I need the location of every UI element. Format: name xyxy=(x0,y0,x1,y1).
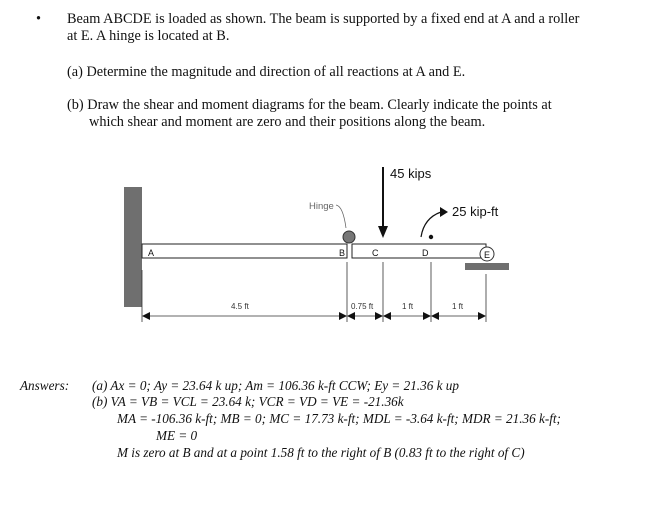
point-label-a: A xyxy=(148,248,155,258)
answer-zero-moment: M is zero at B and at a point 1.58 ft to the right of B (0.83 ft to the right of C) xyxy=(117,445,525,460)
moment-point-dot xyxy=(429,235,433,239)
problem-line-2: at E. A hinge is located at B. xyxy=(67,28,230,44)
hinge-pointer xyxy=(336,205,346,228)
beam-segment-ab xyxy=(142,244,347,258)
part-b-line-2: which shear and moment are zero and their positions along the beam. xyxy=(89,114,486,130)
load-45-arrowhead xyxy=(378,226,388,238)
point-label-e: E xyxy=(484,250,491,260)
dim-label-0-75-ft: 0.75 ft xyxy=(351,302,374,311)
fixed-support-wall xyxy=(124,187,142,307)
roller-ground xyxy=(465,263,509,270)
label-25-kip-ft: 25 kip-ft xyxy=(452,204,499,219)
label-45-kips: 45 kips xyxy=(390,166,432,181)
part-a-text: (a) Determine the magnitude and direction of all reactions at A and E. xyxy=(67,64,466,80)
hinge-pin xyxy=(343,231,355,243)
answer-part-a: (a) Ax = 0; Ay = 23.64 k up; Am = 106.36 k-ft CCW; Ey = 21.36 k up xyxy=(92,378,459,393)
point-label-b: B xyxy=(339,248,346,258)
answers-label: Answers: xyxy=(20,378,70,393)
part-b-line-1: (b) Draw the shear and moment diagrams for the beam. Clearly indicate the points at xyxy=(67,97,552,113)
dim-label-4-5-ft: 4.5 ft xyxy=(231,302,249,311)
dim-label-1-ft-de: 1 ft xyxy=(452,302,464,311)
moment-arrowhead xyxy=(440,207,448,217)
problem-line-1: Beam ABCDE is loaded as shown. The beam is supported by a fixed end at A and a roller xyxy=(67,11,580,27)
answer-part-b: (b) VA = VB = VCL = 23.64 k; VCR = VD = VE = -21.36k xyxy=(92,394,404,409)
moment-arc xyxy=(421,212,441,237)
dim-label-1-ft-cd: 1 ft xyxy=(402,302,414,311)
bullet: • xyxy=(36,11,42,27)
answer-moments-2: ME = 0 xyxy=(156,428,198,443)
label-hinge: Hinge xyxy=(309,201,334,212)
answer-moments-1: MA = -106.36 k-ft; MB = 0; MC = 17.73 k-ft; MDL = -3.64 k-ft; MDR = 21.36 k-ft; xyxy=(117,411,561,426)
point-label-c: C xyxy=(372,248,379,258)
point-label-d: D xyxy=(422,248,429,258)
